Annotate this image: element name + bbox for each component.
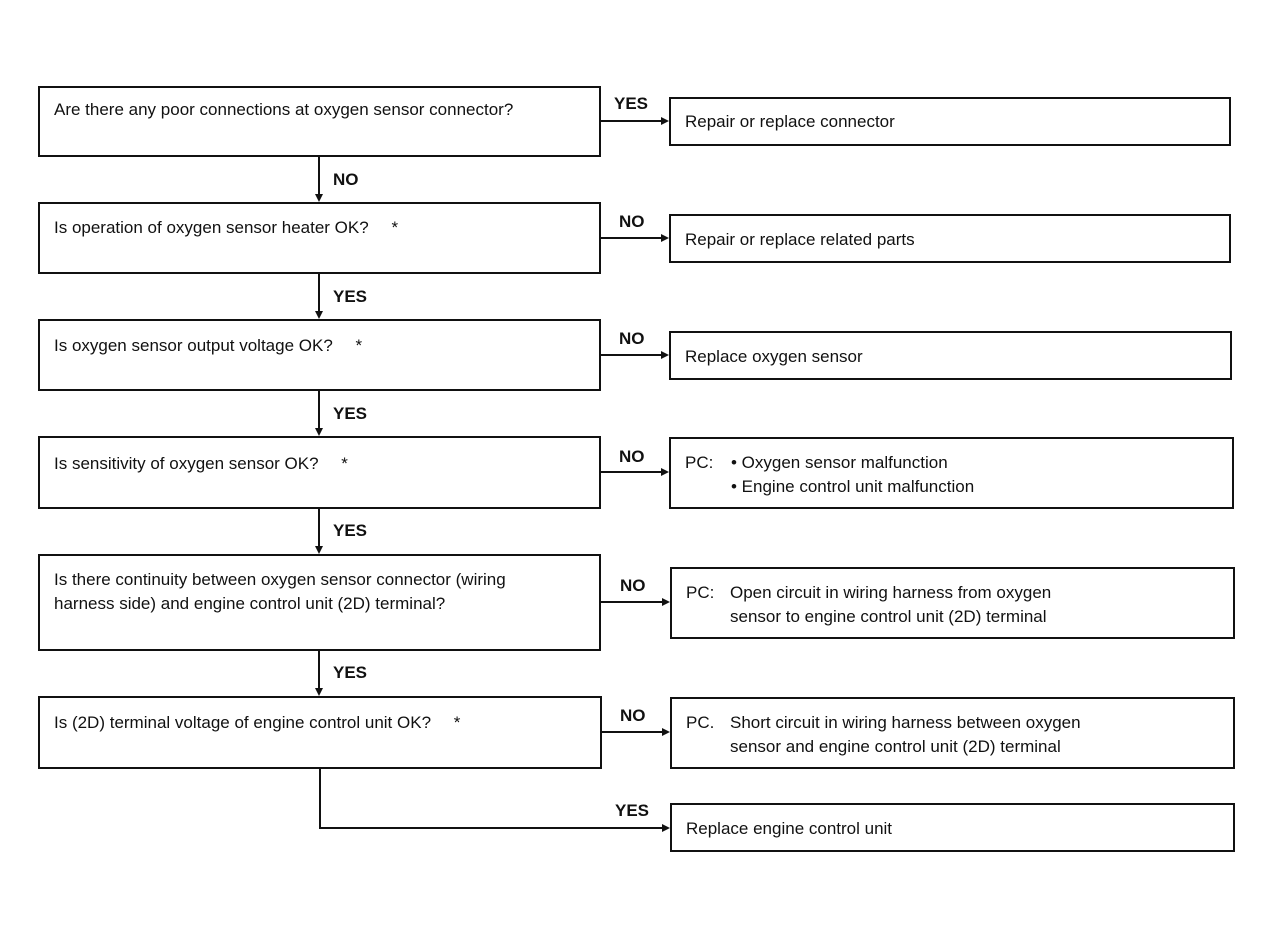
arrow-down-2 — [315, 311, 323, 319]
arrow-down-1 — [315, 194, 323, 202]
arrow-right-3 — [661, 351, 669, 359]
connector-right-3 — [601, 354, 661, 356]
question-box-3 — [38, 319, 601, 391]
pc-prefix-5: PC: — [686, 583, 715, 602]
question-text-4: Is sensitivity of oxygen sensor OK? — [54, 454, 319, 473]
arrow-right-5 — [662, 598, 670, 606]
branch-label-right-7: YES — [615, 801, 650, 820]
pc-prefix-4: PC: — [685, 453, 714, 472]
result-box-4 — [669, 437, 1234, 509]
question-box-5 — [38, 554, 601, 651]
connector-right-6 — [602, 731, 662, 733]
connector-right-5 — [601, 601, 662, 603]
connector-right-7 — [319, 827, 662, 829]
question-text-5: Is there continuity between oxygen sensor connector (wiring harness side) and engine control unit (2D) terminal? — [54, 570, 506, 613]
result-box-3 — [669, 331, 1232, 380]
arrow-right-6 — [662, 728, 670, 736]
branch-label-down-1: NO — [333, 170, 359, 189]
question-text-2: Is operation of oxygen sensor heater OK? — [54, 218, 369, 237]
branch-label-down-5: YES — [333, 663, 368, 682]
arrow-right-1 — [661, 117, 669, 125]
connector-down-4 — [318, 509, 320, 546]
result-box-2 — [669, 214, 1231, 263]
question-text-6: Is (2D) terminal voltage of engine control unit OK? — [54, 713, 432, 732]
connector-right-4 — [601, 471, 661, 473]
result-text-3: Replace oxygen sensor — [685, 347, 863, 366]
connector-down-2 — [318, 274, 320, 311]
branch-label-right-5: NO — [620, 576, 646, 595]
branch-label-down-3: YES — [333, 404, 368, 423]
asterisk-mark-3: * — [355, 336, 363, 355]
result-box-7 — [670, 803, 1235, 852]
result-box-5 — [670, 567, 1235, 639]
pc-line-6b: sensor and engine control unit (2D) terminal — [730, 737, 1061, 756]
arrow-right-4 — [661, 468, 669, 476]
question-box-2 — [38, 202, 601, 274]
branch-label-right-2: NO — [619, 212, 645, 231]
question-box-1 — [38, 86, 601, 157]
question-box-4 — [38, 436, 601, 509]
asterisk-mark-2: * — [391, 218, 399, 237]
branch-label-right-4: NO — [619, 447, 645, 466]
question-text-1: Are there any poor connections at oxygen sensor connector? — [54, 100, 514, 119]
pc-line-5b: sensor to engine control unit (2D) terminal — [730, 607, 1047, 626]
connector-down-final — [319, 769, 321, 829]
branch-label-down-4: YES — [333, 521, 368, 540]
pc-line-5a: Open circuit in wiring harness from oxygen — [730, 583, 1052, 602]
pc-line-4a: • Oxygen sensor malfunction — [731, 453, 948, 472]
result-text-1: Repair or replace connector — [685, 112, 895, 131]
branch-label-right-1: YES — [614, 94, 649, 113]
branch-label-right-3: NO — [619, 329, 645, 348]
connector-down-3 — [318, 391, 320, 428]
asterisk-mark-4: * — [341, 454, 348, 473]
connector-down-1 — [318, 157, 320, 194]
result-box-6 — [670, 697, 1235, 769]
result-text-7: Replace engine control unit — [686, 819, 893, 838]
question-box-6 — [38, 696, 602, 769]
pc-line-4b: • Engine control unit malfunction — [731, 477, 975, 496]
result-text-2: Repair or replace related parts — [685, 230, 915, 249]
arrow-down-3 — [315, 428, 323, 436]
connector-right-1 — [601, 120, 661, 122]
connector-down-5 — [318, 651, 320, 688]
arrow-right-7 — [662, 824, 670, 832]
result-box-1 — [669, 97, 1231, 146]
arrow-right-2 — [661, 234, 669, 242]
asterisk-mark-6: * — [453, 713, 461, 732]
arrow-down-4 — [315, 546, 323, 554]
arrow-down-5 — [315, 688, 323, 696]
connector-right-2 — [601, 237, 661, 239]
pc-prefix-6: PC. — [686, 713, 715, 732]
pc-line-6a: Short circuit in wiring harness between oxygen — [730, 713, 1081, 732]
branch-label-right-6: NO — [620, 706, 646, 725]
question-text-3: Is oxygen sensor output voltage OK? — [54, 336, 333, 355]
branch-label-down-2: YES — [333, 287, 368, 306]
